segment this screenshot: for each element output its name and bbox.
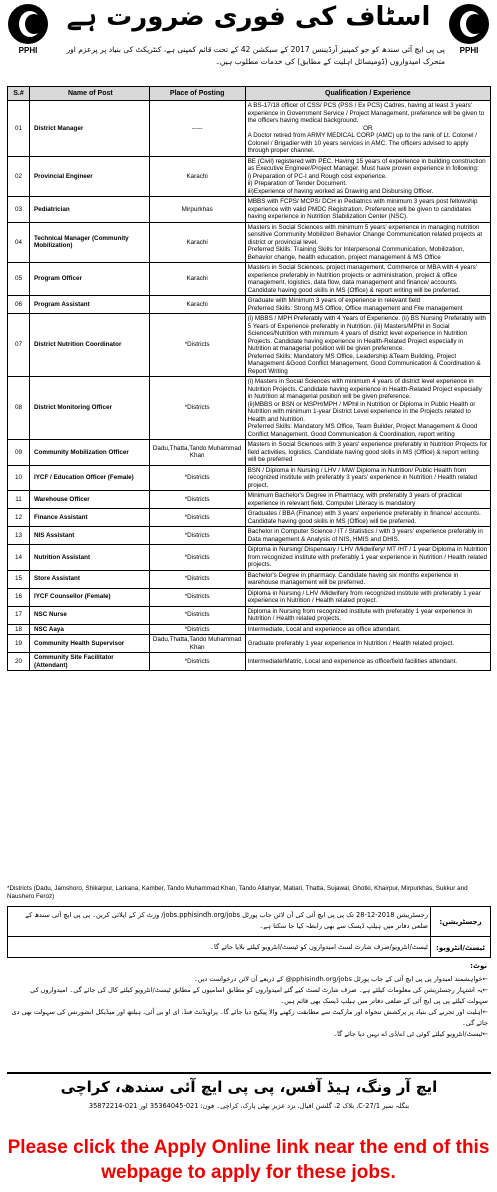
crescent-icon	[8, 4, 48, 44]
post-name: District Manager	[29, 101, 149, 157]
table-row	[8, 314, 491, 377]
ad-header	[0, 0, 497, 84]
place-of-posting: *Districts	[149, 570, 245, 588]
table-row	[8, 635, 491, 653]
qualification-line: BSN / Diploma in Nursing / LHV / MW/ Diploma in Nutrition/ Public Health from recognized institute with preferably 3 years' experience in Nutrition / Health related project.	[247, 466, 478, 489]
post-name: IYCF Counsellor (Female)	[29, 588, 149, 606]
place-of-posting: *Districts	[149, 606, 245, 624]
post-name: Provincial Engineer	[29, 156, 149, 197]
post-name: District Nutrition Coordinator	[29, 314, 149, 377]
pphi-logo-right	[447, 4, 491, 62]
test-interview-text: ٹیسٹ/انٹرویو/صرف شارٹ لسٹ امیدواروں کو ٹیسٹ/انٹرویو کیلئے بلایا جائے گا۔	[210, 943, 428, 951]
row-number: 16	[8, 588, 30, 606]
qualification	[245, 509, 490, 527]
crescent-icon	[449, 4, 489, 44]
post-name: Nutrition Assistant	[29, 545, 149, 571]
place-of-posting: *Districts	[149, 314, 245, 377]
place-of-posting: Dadu,Thatta,Tando Muhammad Khan	[149, 635, 245, 653]
table-row	[8, 653, 491, 671]
qualification-line: i) Preparation of PC-I and Rough cost experience.	[247, 172, 387, 180]
qualification-line: A BS-17/18 officer of CSS/ PCS (PSS / Ex PCS) Cadres, having at least 3 years' experience in Government Service / Project Management, preference will be given to the officers having medical background.	[247, 102, 485, 124]
row-number: 17	[8, 606, 30, 624]
post-name: IYCF / Education Officer (Female)	[29, 465, 149, 491]
post-name: NIS Assistant	[29, 527, 149, 545]
col-header-sno: S.#	[8, 87, 30, 101]
qualification-line: Diploma in Nursing / LHV /Midwifery from recognized institute with preferably 1 year experience in Nutrition / Health related project.	[247, 589, 481, 604]
qualification-line: Graduate with Minimum 3 years of experience in relevant field	[247, 297, 421, 304]
place-of-posting: Karachi	[149, 156, 245, 197]
qualification	[245, 653, 490, 671]
table-row	[8, 197, 491, 223]
post-name: Warehouse Officer	[29, 491, 149, 509]
qualification-line: Bachelor in Computer Science / IT / Statistics / with 3 years' experience preferably in Data management & Analysis of NIS, HMIS and DHIS.	[247, 528, 483, 543]
row-number: 10	[8, 465, 30, 491]
table-row	[8, 509, 491, 527]
place-of-posting: *Districts	[149, 653, 245, 671]
pphi-logo-left	[6, 4, 50, 62]
qualification-line: (i) Masters in Social Sciences with minimum 4 years of district level experience in Nutrition Projects. Candidate having experience in Health-Related Project especially in Nutrition at managerial position will be given preference.	[247, 378, 482, 400]
col-header-post: Name of Post	[29, 87, 149, 101]
qualification	[245, 624, 490, 635]
table-row	[8, 491, 491, 509]
table-row	[8, 296, 491, 314]
test-interview-label: ٹیسٹ/انٹرویو:	[430, 937, 490, 958]
qualification	[245, 377, 490, 440]
qualification	[245, 440, 490, 466]
notes-list	[10, 974, 488, 1040]
table-row	[8, 545, 491, 571]
logo-text-right: PPHI	[459, 46, 479, 55]
qualification-line: Minimum Bachelor's Degree in Pharmacy, with preferably 3 years of practical experience in relevant field. Computer Literacy is mandatory	[247, 492, 462, 507]
row-number: 02	[8, 156, 30, 197]
post-name: Pediatrician	[29, 197, 149, 223]
place-of-posting: Karachi	[149, 296, 245, 314]
place-of-posting: *Districts	[149, 377, 245, 440]
table-row	[8, 222, 491, 263]
registration-row	[8, 907, 490, 937]
row-number: 11	[8, 491, 30, 509]
col-header-qualification: Qualification / Experience	[245, 87, 490, 101]
qualification-line: Intermediate, Local and experience as office attendant.	[247, 625, 401, 633]
apply-online-banner: Please click the Apply Online link near the end of this webpage to apply for these jobs.	[7, 1137, 490, 1183]
ad-intro: پی پی ایچ آئی سندھ کو جو کمپنیز آرڈیننس 2017 کے سیکشن 42 کے تحت قائم کمپنی ہے، کنٹریکٹ کی بنیاد پر پرعزم اور متحرک امیدواروں (ڈومیسائل اہلیت کے مطابق) کی خدمات مطلوب ہیں۔	[66, 45, 445, 66]
place-of-posting: *Districts	[149, 588, 245, 606]
table-row	[8, 624, 491, 635]
post-name: Program Assistant	[29, 296, 149, 314]
place-of-posting: Mirpurkhas	[149, 197, 245, 223]
qualification	[245, 296, 490, 314]
row-number: 04	[8, 222, 30, 263]
note-item: ← یہ اشتہار رجسٹریشن کی معلومات کیلئے ہے۔ صرف شارٹ لسٹ کیے گئے امیدواروں کو مطابق اسامیوں کے مطابق ٹیسٹ/انٹرویو کیلئے کال کی جائے گی۔ امیدواروں کی سہولت کیلئے پی پی ایچ آئی کے ضلعی دفاتر میں ہیلپ ڈیسک بھی قائم ہیں۔	[10, 985, 488, 1007]
row-number: 20	[8, 653, 30, 671]
post-name: Community Health Supervisor	[29, 635, 149, 653]
qualification	[245, 491, 490, 509]
table-row	[8, 465, 491, 491]
table-row	[8, 588, 491, 606]
qualification-line: Graduates / BBA (Finance) with 3 years' experience preferably in finance/ accounts. Candidate having good skills in MS (Office) will be preferred.	[247, 510, 481, 525]
row-number: 13	[8, 527, 30, 545]
qualification-line: Intermediate/Matric, Local and experience as office/field facilities attendant.	[247, 657, 458, 665]
post-name: Program Officer	[29, 263, 149, 296]
row-number: 14	[8, 545, 30, 571]
qualification-line: Preferred Skills: Mandatory MS Office, Leadership &Team Building, Project Management &Good Conflict Management, Good Communication & Coordination & Report Writing	[247, 352, 481, 375]
post-name: Community Site Facilitator (Attendant)	[29, 653, 149, 671]
table-row	[8, 606, 491, 624]
row-number: 08	[8, 377, 30, 440]
row-number: 19	[8, 635, 30, 653]
qualification	[245, 635, 490, 653]
qualification-line: (i) MBBS / MPH Preferably with 4 Years of Experience. (ii) BS Nursing Preferably with 5 Years of Experience preferably in Nutrition. (iii) Masters/MPhil in Social Sciences/Nutrition with minimum 4 years of district level experience in Nutrition Projects. Candidate having experience in Health-Related Project especially in Nutrition at managerial position will be given preference.	[247, 315, 486, 352]
footer-title: ایچ آر ونگ، ہیڈ آفس، پی پی ایچ آئی سندھ، کراچی	[60, 1078, 438, 1096]
row-number: 18	[8, 624, 30, 635]
place-of-posting: *Districts	[149, 624, 245, 635]
qualification	[245, 197, 490, 223]
registration-label: رجسٹریشن:	[430, 907, 490, 936]
post-name: Finance Assistant	[29, 509, 149, 527]
qualification	[245, 527, 490, 545]
jobs-table-body	[8, 101, 491, 671]
qualification	[245, 314, 490, 377]
qualification-line: Diploma in Nursing from recognized institute with preferably 1 year experience in Nutrition / Health related projects.	[247, 607, 473, 622]
row-number: 15	[8, 570, 30, 588]
qualification-line: Preferred Skills: Strong MS Office, Office management and File management	[247, 304, 463, 312]
table-row	[8, 263, 491, 296]
table-row	[8, 440, 491, 466]
place-of-posting: *Districts	[149, 465, 245, 491]
ad-footer	[7, 1072, 491, 1122]
place-of-posting: *Districts	[149, 527, 245, 545]
registration-box	[7, 906, 491, 958]
row-number: 09	[8, 440, 30, 466]
qualification-line: Masters in Social Sciences, project management, Commerce or MBA with 4 years' experience preferably in Nutrition projects or administration, project & office management, logistics, data flow, data management and finance/ accounts. Candidate having good skills in MS (Office) & report writing will be preferred.	[247, 264, 477, 294]
row-number: 05	[8, 263, 30, 296]
qualification	[245, 606, 490, 624]
post-name: Store Assistant	[29, 570, 149, 588]
place-of-posting: *Districts	[149, 509, 245, 527]
qualification-line: Preferred Skills: Mandatory MS Office, Team Builder, Project Management & Good Conflict Management, Good Communication & Coordination, report writing	[247, 423, 478, 438]
place-of-posting: *Districts	[149, 491, 245, 509]
post-name: Community Mobilization Officer	[29, 440, 149, 466]
qualification-line: Masters in Social Sciences with 3 years' experience preferably in Nutrition Projects for field activities, logistics. Candidate having good skills in MS (Office) & report writing will be preferred	[247, 441, 488, 463]
place-of-posting: Karachi	[149, 263, 245, 296]
row-number: 03	[8, 197, 30, 223]
row-number: 07	[8, 314, 30, 377]
ad-title: اسٹاف کی فوری ضرورت ہے	[66, 2, 431, 32]
registration-text: رجسٹریشن 2018-12-28 تک پی پی ایچ آئی کی آن لائن جاب پورٹل jobs.pphisindh.org/jobs/ وزٹ کر کے اپلائی کریں۔ پی پی ایچ آئی سندھ کے ضلعی دفاتر میں ہیلپ ڈیسک سے بھی رابطہ کیا جا سکتا ہے۔	[25, 911, 428, 930]
qualification	[245, 101, 490, 157]
qualification-line: BE (Civil) registered with PEC. Having 15 years of experience in building construction as Executive Engineer/Project Manager. Must have proven experience in following:	[247, 157, 486, 172]
jobs-table	[7, 86, 491, 671]
note-item: ← اہلیت اور تجربے کی بنیاد پر پرکشش تنخواہ اور مارکیٹ سے مطابقت رکھنے والا پیکیج دیا جائے گا۔ پراویڈنٹ فنڈ، ای او بی آئی، ہیلتھ اور میڈیکل انشورنس کی سہولت بھی دی جائے گی۔	[10, 1007, 488, 1029]
table-row	[8, 101, 491, 157]
post-name: Technical Manager (Community Mobilization)	[29, 222, 149, 263]
logo-text-left: PPHI	[18, 46, 38, 55]
table-row	[8, 527, 491, 545]
row-number: 06	[8, 296, 30, 314]
post-name: District Monitoring Officer	[29, 377, 149, 440]
table-header-row	[8, 87, 491, 101]
qualification-line: iii)Experience of having worked as Drawing and Disbursing Officer.	[247, 187, 434, 195]
qualification	[245, 588, 490, 606]
place-of-posting: *Districts	[149, 545, 245, 571]
districts-note: *Districts (Dadu, Jamshoro, Shikarpur, Larkana, Kamber, Tando Muhammad Khan, Tando Allahyar, Matiari, Thatta, Sujawal, Ghotki, Khairpur, Mirpurkhas, Sukkur and Naushero Feroz)	[7, 885, 468, 900]
table-row	[8, 377, 491, 440]
qualification	[245, 263, 490, 296]
qualification-line: Masters in Social Sciences with minimum 5 years' experience in managing nutrition sensitive Community Mobilizer/ Behavior Change Communication related projects at district or provincial level.	[247, 223, 483, 246]
qualification-line: (ii)MBBS or BSN or MSPH/MPH / MPhil in Nutrition or Diploma in Public Health or Nutrition with minimum 1-year District Level experience in the Projects related to Health and Nutrition.	[247, 400, 476, 423]
note-item: ← ٹیسٹ/انٹرویو کیلئے کوئی ٹی اے/ڈی اے نہیں دیا جائے گا۔	[10, 1029, 488, 1040]
qualification	[245, 570, 490, 588]
row-number: 12	[8, 509, 30, 527]
row-number: 01	[8, 101, 30, 157]
table-row	[8, 570, 491, 588]
place-of-posting: Dadu,Thatta,Tando Muhammad Khan	[149, 440, 245, 466]
qualification	[245, 156, 490, 197]
qualification-line: OR	[363, 124, 373, 132]
qualification-line: A Doctor retired from ARMY MEDICAL CORP (AMC) up to the rank of Lt. Colonel / Colonel / Brigadier with 10 years services in AMC. The officers advised to apply through proper channel.	[247, 132, 478, 154]
qualification-line: Preferred Skills: Training Skills for Interpersonal Communication, Mobilization, Behavior change, health education, project management & MS Office	[247, 246, 465, 261]
qualification	[245, 465, 490, 491]
post-name: NSC Aaya	[29, 624, 149, 635]
footer-address: بنگلہ نمبر C-27/1، بلاک 2، گلشن اقبال، نزد عزیز بھٹی پارک، کراچی۔ فون: 021-35364045 اور 021-35872214	[88, 1102, 410, 1110]
col-header-place: Place of Posting	[149, 87, 245, 101]
post-name: NSC Nurse	[29, 606, 149, 624]
test-interview-row	[8, 937, 490, 958]
place-of-posting: Karachi	[149, 222, 245, 263]
qualification	[245, 545, 490, 571]
qualification-line: Diploma in Nursing/ Dispensary / LHV /Midwifery/ MT /HT / 1 year Diploma in Nutrition from recognized institute with preferably 1 year experience in Nutrition / Health related projects.	[247, 546, 488, 568]
note-item: ← خواہشمند امیدوار پی پی ایچ آئی کے جاب پورٹل pphisindh.org/jobs@ کے ذریعے آن لائن درخواست دیں۔	[10, 974, 488, 985]
qualification-line: Bachelor's Degree in pharmacy. Candidate having six months experience in warehouse management will be preferred.	[247, 571, 459, 586]
qualification-line: ii) Preparation of Tender Document.	[247, 180, 347, 187]
qualification	[245, 222, 490, 263]
table-row	[8, 156, 491, 197]
notes-title: نوٹ:	[470, 962, 487, 970]
qualification-line: MBBS with FCPS/ MCPS/ DCH in Pediatrics with minimum 3 years post fellowship experience with valid PMDC Registration. Preference will be given to candidates having experience in Nutrition Stabilization Center (NSC).	[247, 198, 478, 220]
qualification-line: Graduate preferably 1 year experience in Nutrition / Health related project.	[247, 639, 455, 647]
place-of-posting: -----	[149, 101, 245, 157]
